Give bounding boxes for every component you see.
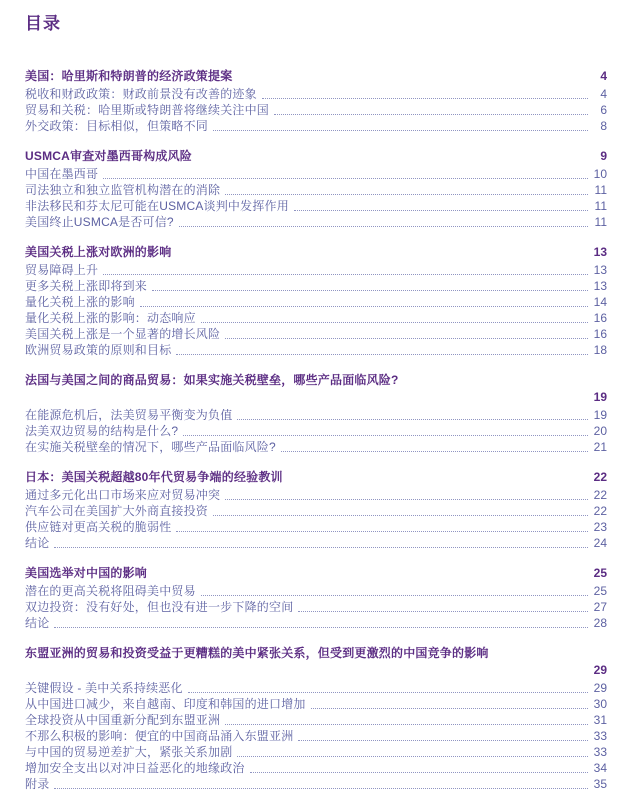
section-heading-label: 日本：美国关税超越80年代贸易争端的经验教训: [25, 470, 283, 484]
toc-section-heading[interactable]: [25, 645, 607, 678]
toc-entry[interactable]: [25, 744, 607, 760]
toc-entry[interactable]: [25, 326, 607, 342]
dotted-leader: [262, 98, 588, 99]
toc-entry-label: 美国终止USMCA是否可信?: [25, 215, 174, 229]
toc-section: [25, 372, 607, 455]
dotted-leader: [225, 724, 588, 725]
toc-entry-label: 税收和财政政策：财政前景没有改善的迹象: [25, 87, 257, 101]
toc-entry[interactable]: [25, 615, 607, 631]
dotted-leader: [201, 322, 588, 323]
section-heading-label: USMCA审查对墨西哥构成风险: [25, 149, 192, 163]
section-page-number: 4: [600, 69, 607, 83]
dotted-leader: [274, 114, 588, 115]
toc-entry-label: 供应链对更高关税的脆弱性: [25, 520, 172, 534]
toc-entry-page: 21: [593, 440, 607, 454]
dotted-leader: [225, 194, 588, 195]
dotted-leader: [152, 290, 588, 291]
toc-entry-page: 16: [593, 311, 607, 325]
dotted-leader: [237, 419, 588, 420]
toc-entry-label: 美国关税上涨是一个显著的增长风险: [25, 327, 221, 341]
toc-entry-page: 22: [593, 488, 607, 502]
toc-entry[interactable]: [25, 487, 607, 503]
toc-entry[interactable]: [25, 86, 607, 102]
dotted-leader: [54, 627, 588, 628]
toc-entry[interactable]: [25, 342, 607, 358]
toc-entry-page: 13: [593, 263, 607, 277]
toc-section: [25, 68, 607, 134]
toc-entry-page: 25: [593, 584, 607, 598]
toc-entry[interactable]: [25, 310, 607, 326]
dotted-leader: [250, 772, 588, 773]
toc-section-heading[interactable]: [25, 148, 607, 164]
toc-entry[interactable]: [25, 439, 607, 455]
toc-entry-label: 结论: [25, 616, 50, 630]
toc-entry-label: 司法独立和独立监管机构潜在的消除: [25, 183, 221, 197]
section-heading-label: 美国：哈里斯和特朗普的经济政策提案: [25, 69, 233, 83]
toc-entry[interactable]: [25, 696, 607, 712]
toc-entry-page: 11: [594, 199, 607, 213]
toc-entry-label: 非法移民和芬太尼可能在USMCA谈判中发挥作用: [25, 199, 289, 213]
dotted-leader: [183, 435, 588, 436]
dotted-leader: [237, 756, 588, 757]
toc-entry-page: 35: [593, 777, 607, 791]
toc-entry[interactable]: [25, 535, 607, 551]
dotted-leader: [201, 595, 588, 596]
toc-entry-label: 与中国的贸易逆差扩大，紧张关系加剧: [25, 745, 233, 759]
dotted-leader: [311, 708, 588, 709]
toc-entry-page: 34: [593, 761, 607, 775]
section-page-number: 22: [593, 470, 607, 484]
toc-entry-page: 11: [594, 183, 607, 197]
toc-entry-label: 外交政策：目标相似，但策略不同: [25, 119, 209, 133]
section-page-number: 25: [593, 566, 607, 580]
toc-entry-label: 贸易和关税：哈里斯或特朗普将继续关注中国: [25, 103, 270, 117]
toc-entry-page: 16: [593, 327, 607, 341]
toc-entry-label: 中国在墨西哥: [25, 167, 99, 181]
dotted-leader: [298, 740, 588, 741]
toc-entry-label: 通过多元化出口市场来应对贸易冲突: [25, 488, 221, 502]
dotted-leader: [103, 178, 588, 179]
toc-entry-label: 贸易障碍上升: [25, 263, 99, 277]
toc-entry-page: 33: [593, 745, 607, 759]
toc-entry-page: 20: [593, 424, 607, 438]
toc-section: [25, 244, 607, 358]
toc-entry-label: 更多关税上涨即将到来: [25, 279, 148, 293]
toc-entry-label: 不那么积极的影响：便宜的中国商品涌入东盟亚洲: [25, 729, 294, 743]
section-page-number: 9: [600, 149, 607, 163]
toc-section-heading[interactable]: [25, 565, 607, 581]
toc-entry-page: 27: [593, 600, 607, 614]
toc-entry[interactable]: [25, 118, 607, 134]
section-page-number: 29: [593, 663, 607, 677]
toc-entry-page: 28: [593, 616, 607, 630]
toc-entry[interactable]: [25, 519, 607, 535]
toc-entry[interactable]: [25, 262, 607, 278]
toc-entry[interactable]: [25, 503, 607, 519]
toc-entry[interactable]: [25, 776, 607, 792]
section-heading-label: 美国关税上涨对欧洲的影响: [25, 245, 172, 259]
toc-entry[interactable]: [25, 760, 607, 776]
toc-entry-page: 11: [594, 215, 607, 229]
toc-entry-page: 33: [593, 729, 607, 743]
toc-section: [25, 148, 607, 230]
toc-entry-label: 汽车公司在美国扩大外商直接投资: [25, 504, 209, 518]
dotted-leader: [176, 354, 588, 355]
toc-entry-label: 附录: [25, 777, 50, 791]
page-title: 目录: [25, 14, 61, 33]
toc-entry-label: 量化关税上涨的影响: [25, 295, 135, 309]
dotted-leader: [54, 547, 588, 548]
toc: [25, 68, 607, 792]
toc-entry-page: 8: [600, 119, 607, 133]
toc-entry-page: 19: [593, 408, 607, 422]
toc-entry-label: 增加安全支出以对冲日益恶化的地缘政治: [25, 761, 245, 775]
toc-section-heading[interactable]: [25, 469, 607, 485]
toc-entry-page: 14: [593, 295, 607, 309]
dotted-leader: [213, 515, 588, 516]
toc-entry-label: 关键假设 - 美中关系持续恶化: [25, 681, 183, 695]
section-heading-label: 法国与美国之间的商品贸易：如果实施关税壁垒，哪些产品面临风险?: [25, 373, 399, 387]
section-heading-label: 东盟亚洲的贸易和投资受益于更糟糕的美中紧张关系，但受到更激烈的中国竞争的影响: [25, 646, 489, 660]
section-page-number: 19: [593, 390, 607, 404]
toc-entry-page: 29: [593, 681, 607, 695]
dotted-leader: [213, 130, 588, 131]
toc-section: [25, 565, 607, 631]
dotted-leader: [103, 274, 588, 275]
toc-entry[interactable]: [25, 278, 607, 294]
dotted-leader: [294, 210, 588, 211]
toc-entry[interactable]: [25, 680, 607, 696]
toc-entry-page: 6: [600, 103, 607, 117]
toc-section-heading[interactable]: [25, 244, 607, 260]
toc-section-heading[interactable]: [25, 68, 607, 84]
toc-entry[interactable]: [25, 214, 607, 230]
toc-entry-label: 潜在的更高关税将阻碍美中贸易: [25, 584, 196, 598]
toc-entry-page: 4: [600, 87, 607, 101]
toc-entry-label: 全球投资从中国重新分配到东盟亚洲: [25, 713, 221, 727]
toc-entry[interactable]: [25, 423, 607, 439]
toc-entry-page: 18: [593, 343, 607, 357]
toc-entry-label: 结论: [25, 536, 50, 550]
dotted-leader: [225, 499, 588, 500]
toc-entry[interactable]: [25, 182, 607, 198]
toc-entry-page: 31: [593, 713, 607, 727]
toc-entry-label: 在能源危机后，法美贸易平衡变为负值: [25, 408, 233, 422]
toc-entry-page: 24: [593, 536, 607, 550]
toc-entry[interactable]: [25, 407, 607, 423]
toc-entry[interactable]: [25, 198, 607, 214]
toc-entry-label: 从中国进口减少，来自越南、印度和韩国的进口增加: [25, 697, 306, 711]
toc-entry-label: 量化关税上涨的影响：动态响应: [25, 311, 196, 325]
dotted-leader: [188, 692, 588, 693]
section-page-number: 13: [593, 245, 607, 259]
section-heading-label: 美国选举对中国的影响: [25, 566, 148, 580]
toc-entry[interactable]: [25, 583, 607, 599]
toc-section-heading[interactable]: [25, 372, 607, 405]
toc-entry[interactable]: [25, 728, 607, 744]
toc-section: [25, 645, 607, 792]
toc-entry-label: 在实施关税壁垒的情况下，哪些产品面临风险?: [25, 440, 276, 454]
toc-entry-label: 法美双边贸易的结构是什么?: [25, 424, 179, 438]
dotted-leader: [176, 531, 588, 532]
toc-entry-page: 30: [593, 697, 607, 711]
dotted-leader: [140, 306, 588, 307]
toc-entry[interactable]: [25, 102, 607, 118]
toc-entry-page: 10: [593, 167, 607, 181]
toc-entry[interactable]: [25, 294, 607, 310]
toc-entry[interactable]: [25, 166, 607, 182]
toc-section: [25, 469, 607, 551]
toc-entry-label: 欧洲贸易政策的原则和目标: [25, 343, 172, 357]
dotted-leader: [281, 451, 588, 452]
toc-entry-page: 22: [593, 504, 607, 518]
dotted-leader: [54, 788, 588, 789]
toc-entry-page: 23: [593, 520, 607, 534]
toc-entry[interactable]: [25, 599, 607, 615]
dotted-leader: [179, 226, 588, 227]
toc-entry[interactable]: [25, 712, 607, 728]
toc-entry-page: 13: [593, 279, 607, 293]
dotted-leader: [225, 338, 588, 339]
dotted-leader: [298, 611, 588, 612]
toc-entry-label: 双边投资：没有好处，但也没有进一步下降的空间: [25, 600, 294, 614]
